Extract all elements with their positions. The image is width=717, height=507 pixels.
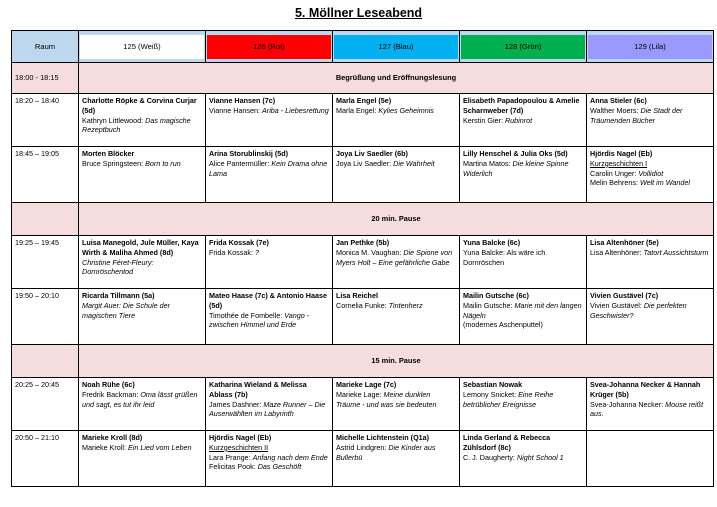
book-title: Das Geschöft [257,462,302,472]
book-line [82,390,202,410]
book-title: Die Stadt der Träumenden Bücher [590,105,683,125]
room-header-label: Raum [12,31,79,63]
book-title: Dornröschentod [82,267,134,277]
reader-name: Vivien Gustävel (7c) [590,291,659,300]
book-title: Born to run [145,158,181,168]
book-title: Ein Lied vom Leben [127,442,192,452]
reader-name: Mateo Haase (7c) & Antonio Haase (5d) [209,291,327,310]
book-title: Vollidiot [638,168,664,178]
book-line [590,106,710,126]
book-line [336,443,456,463]
book-line [336,159,456,169]
reader-name: Joya Liv Saedler (6b) [336,149,408,158]
book-line [209,311,329,331]
book-line [590,248,710,258]
slot-row [12,431,714,487]
reading-cell [460,236,587,289]
book-line [336,248,456,268]
reading-cell [206,289,333,345]
book-author: Christine Féret-Fleury: [82,257,154,267]
reader-name: Linda Gerland & Rebecca Zühlsdorf (8c) [463,433,551,452]
book-author: Lisa Altenhöner: [590,247,644,257]
reading-cell [333,431,460,487]
reading-cell [206,94,333,147]
book-line [463,390,583,410]
book-author: Melin Behrens: [590,178,640,188]
slot-row [12,378,714,431]
reader-name: Jan Pethke (5b) [336,238,390,247]
band-text: 15 min. Pause [79,345,714,378]
book-author: Alice Pantermüller: [209,158,272,168]
book-author: Kathryn Littlewood: [82,115,146,125]
reading-cell [79,289,206,345]
reader-name: Marieke Lage (7c) [336,380,397,389]
reader-name: Mailin Gutsche (6c) [463,291,529,300]
book-author: Walther Moers: [590,105,641,115]
book-author: Lara Prange: [209,452,253,462]
band-text: 20 min. Pause [79,203,714,236]
reader-name: Anna Stieler (6c) [590,96,647,105]
book-author: Carolin Unger: [590,168,639,178]
book-line [209,106,329,116]
book-author: Monica M. Vaughan: [336,247,404,257]
book-title: Marie mit den langen Nägeln [463,300,582,320]
reader-name: Luisa Manegold, Jule Müller, Kaya Wirth & Maliha Ahmed (8d) [82,238,199,257]
room-header: 127 (Blau) [333,31,460,63]
reading-cell [460,147,587,203]
book-line [82,443,202,453]
book-line [209,159,329,179]
reader-name: Charlotte Röpke & Corvina Curjar (5d) [82,96,197,115]
book-title: Die Kinder aus Bullerbü [336,442,436,462]
book-title: Tintenherz [388,300,423,310]
reading-cell [79,94,206,147]
book-title: Das magische Rezeptbuch [82,115,191,135]
book-title: Welt im Wandel [639,178,691,188]
book-author: Cornelia Funke: [336,300,389,310]
book-line [463,159,583,179]
book-title: Kylies Geheimnis [378,105,434,115]
room-header: 129 (Lila) [587,31,714,63]
book-line [590,178,710,188]
reader-name: Marieke Kroll (8d) [82,433,143,442]
reading-cell [333,289,460,345]
reader-name: Ricarda Tillmann (5a) [82,291,155,300]
book-author: Felicitas Pook: [209,462,258,472]
reading-cell [587,147,714,203]
book-line [463,248,583,268]
slot-time: 18:20 – 18:40 [12,94,79,147]
book-title: Die perfekten Geschwister? [590,300,687,320]
reading-cell [460,431,587,487]
page-title: 5. Möllner Leseabend [294,6,423,20]
reading-cell [460,378,587,431]
book-title: Die Spione von Myers Holt – Eine gefährliche Gabe [336,247,453,267]
book-line [209,400,329,420]
book-line [463,301,583,321]
band-row [12,203,714,236]
reader-name: Hjördis Nagel (Eb) [209,433,272,442]
book-title: Kein Drama ohne Lama [209,158,328,178]
program-title: Kurzgeschichten I [590,158,648,168]
book-title: Tatort Aussichtsturm [643,247,709,257]
reading-cell [333,147,460,203]
band-row [12,345,714,378]
slot-row [12,236,714,289]
book-line [590,169,710,179]
room-header: 125 (Weiß) [79,31,206,63]
reading-cell [587,236,714,289]
slot-time: 20:50 – 21:10 [12,431,79,487]
book-line [82,116,202,136]
book-title: Die kleine Spinne Widerlich [463,158,569,178]
book-title: Anfang nach dem Ende [252,452,328,462]
slot-time: 19:50 – 20:10 [12,289,79,345]
book-title: Die Schule der magischen Tiere [82,300,171,320]
reading-cell [587,431,714,487]
book-author: Vianne Hansen: [209,105,263,115]
reading-cell [333,236,460,289]
book-author: Svea-Johanna Necker: [590,399,666,409]
book-title: Die Wahrheit [393,158,435,168]
book-title: Maze Runner – Die Auserwählten im Labyrinth [209,399,326,419]
book-line [82,258,202,278]
book-author: Astrid Lindgren: [336,442,389,452]
book-line [82,301,202,321]
book-line [590,400,710,420]
book-author: C. J. Daugherty: [463,452,517,462]
book-line [209,248,329,258]
reader-name: Svea-Johanna Necker & Hannah Krüger (5b) [590,380,701,399]
reading-cell [333,94,460,147]
slot-row [12,147,714,203]
book-line [463,453,583,463]
room-header: 126 (Rot) [206,31,333,63]
band-time [12,203,79,236]
book-author: Bruce Springsteen: [82,158,146,168]
book-author: Marla Engel: [336,105,379,115]
band-time [12,345,79,378]
reader-name: Katharina Wieland & Melissa Ablass (7b) [209,380,307,399]
reader-name: Marla Engel (5e) [336,96,392,105]
book-author: Marieke Kroll: [82,442,128,452]
book-title: Ariba - Liebesrettung [262,105,329,115]
reader-name: Frida Kossak (7e) [209,238,269,247]
band-row [12,63,714,94]
reading-cell [587,289,714,345]
band-time: 18:00 - 18:15 [12,63,79,94]
book-line [336,301,456,311]
book-author: Martina Matos: [463,158,513,168]
reading-cell [333,378,460,431]
reader-name: Elisabeth Papadopoulou & Amelie Scharnweber (7d) [463,96,580,115]
book-line [209,453,329,463]
book-author: Kerstin Gier: [463,115,505,125]
reading-cell [79,236,206,289]
reading-cell [460,94,587,147]
reading-cell [206,147,333,203]
slot-time: 20:25 – 20:45 [12,378,79,431]
reading-cell [587,378,714,431]
reader-name: Michelle Lichtenstein (Q1a) [336,433,430,442]
book-title: Als wäre ich Dornröschen [463,247,546,267]
reading-cell [206,236,333,289]
book-author: Mailin Gutsche: [463,300,515,310]
reader-name: Lisa Altenhöner (5e) [590,238,659,247]
book-line [336,106,456,116]
book-title: ? [254,247,259,257]
book-author: Lemony Snicket: [463,389,519,399]
slot-time: 19:25 – 19:45 [12,236,79,289]
room-header: 128 (Grün) [460,31,587,63]
book-author: Yuna Balcke: [463,247,507,257]
reading-cell [460,289,587,345]
reader-name: Yuna Balcke (6c) [463,238,521,247]
book-line [463,116,583,126]
book-title: Vango - zwischen Himmel und Erde [209,310,310,330]
book-author: Timothée de Fombelle: [209,310,285,320]
book-line [82,159,202,169]
reader-name: Hjördis Nagel (Eb) [590,149,653,158]
reader-name: Morten Blöcker [82,149,135,158]
book-title: Mouse reißt aus. [590,399,704,419]
book-title: Night School 1 [516,452,564,462]
book-author: James Dashner: [209,399,264,409]
book-author: Joya Liv Saedler: [336,158,394,168]
reading-cell [206,431,333,487]
header-row [12,31,714,63]
program-title: Kurzgeschichten II [209,442,269,452]
slot-row [12,94,714,147]
slot-row [12,289,714,345]
reading-cell [587,94,714,147]
book-title: Eine Reihe betrüblicher Ereignisse [463,389,554,409]
reader-name: Vianne Hansen (7c) [209,96,276,105]
reader-name: Lisa Reichel [336,291,378,300]
book-note: (modernes Aschenputtel) [463,320,543,330]
reading-cell [79,378,206,431]
book-author: Marieke Lage: [336,389,384,399]
reading-cell [79,431,206,487]
book-title: Meine dunklen Träume - und was sie bedeuten [336,389,437,409]
book-author: Margit Auer: [82,300,123,310]
reader-name: Noah Rühe (6c) [82,380,135,389]
band-text: Begrüßung und Eröffnungslesung [79,63,714,94]
book-title: Oma lässt grüßen und sagt, es tut ihr leid [82,389,198,409]
slot-time: 18:45 – 19:05 [12,147,79,203]
reading-cell [206,378,333,431]
reader-name: Lilly Henschel & Julia Oks (5d) [463,149,568,158]
book-author: Vivien Gustävel: [590,300,644,310]
book-line [590,301,710,321]
reading-cell [79,147,206,203]
book-author: Frida Kossak: [209,247,255,257]
book-line [336,390,456,410]
book-line [209,462,329,472]
reader-name: Sebastian Nowak [463,380,523,389]
book-title: Rubinrot [504,115,533,125]
schedule-table [11,30,714,487]
reader-name: Arina Storublinskij (5d) [209,149,289,158]
book-author: Fredrik Backman: [82,389,141,399]
